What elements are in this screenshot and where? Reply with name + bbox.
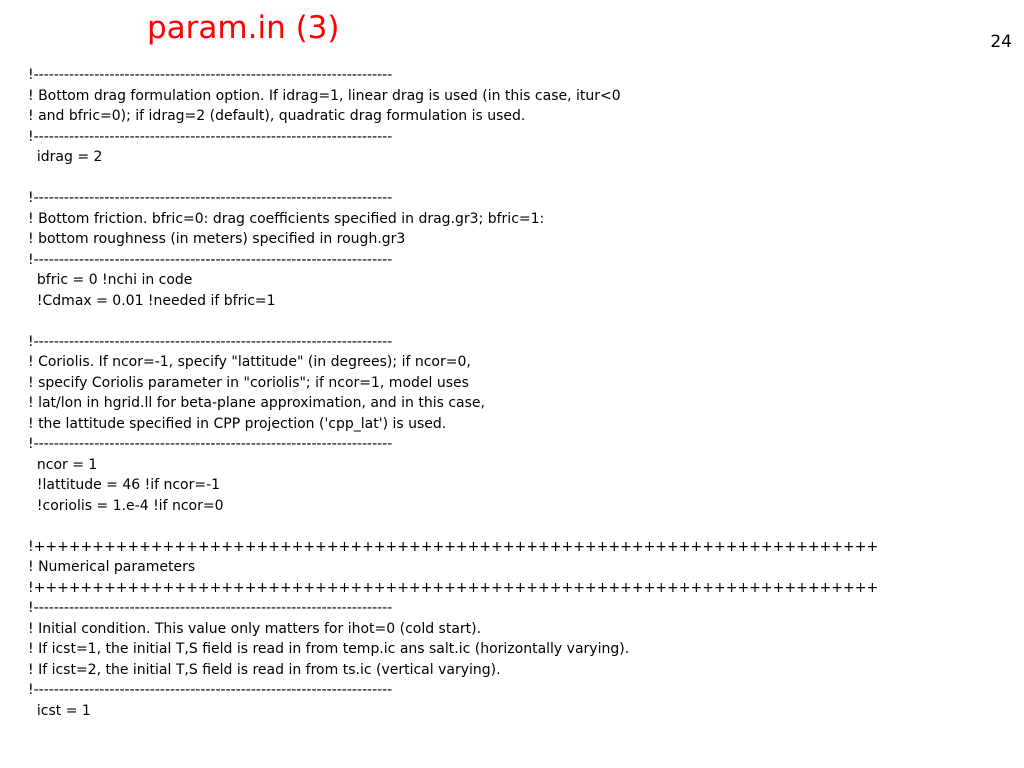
code-line: !-----------------------------------------------------------------------: [28, 600, 393, 616]
code-line: ! If icst=2, the initial T,S field is read in from ts.ic (vertical varying).: [28, 661, 501, 678]
code-line: idrag = 2: [28, 149, 103, 165]
code-line: !-----------------------------------------------------------------------: [28, 333, 393, 350]
page-number: 24: [990, 32, 1012, 52]
code-line: !-----------------------------------------------------------------------: [28, 251, 393, 268]
code-line: !coriolis = 1.e-4 !if ncor=0: [28, 497, 224, 514]
code-line: !++++++++++++++++++++++++++++++++++++++++++++++++++++++++++++++++++++++++: [28, 538, 879, 555]
code-line: ! Bottom drag formulation option. If idrag=1, linear drag is used (in this case, itur<0: [28, 87, 621, 104]
code-line: !-----------------------------------------------------------------------: [28, 190, 393, 206]
slide-title: param.in (3): [147, 10, 340, 46]
code-line: !-----------------------------------------------------------------------: [28, 436, 393, 452]
code-line: !-----------------------------------------------------------------------: [28, 682, 393, 698]
code-line: ncor = 1: [28, 456, 98, 473]
code-line: icst = 1: [28, 702, 91, 719]
code-line: ! lat/lon in hgrid.ll for beta-plane approximation, and in this case,: [28, 395, 485, 411]
code-line: ! the lattitude specified in CPP projection ('cpp_lat') is used.: [28, 415, 447, 432]
code-line: [28, 168, 1008, 189]
code-line: [28, 516, 1008, 537]
code-line: ! Initial condition. This value only matters for ihot=0 (cold start).: [28, 620, 482, 637]
code-line: ! Coriolis. If ncor=-1, specify "lattitude" (in degrees); if ncor=0,: [28, 354, 471, 370]
code-line: ! Numerical parameters: [28, 559, 196, 575]
code-line: !++++++++++++++++++++++++++++++++++++++++++++++++++++++++++++++++++++++++: [28, 579, 879, 596]
code-line: bfric = 0 !nchi in code: [28, 272, 193, 288]
code-line: !-----------------------------------------------------------------------: [28, 67, 393, 83]
code-line: ! specify Coriolis parameter in "coriolis"; if ncor=1, model uses: [28, 374, 469, 391]
code-listing: [28, 65, 1008, 721]
code-line: ! If icst=1, the initial T,S field is read in from temp.ic ans salt.ic (horizontally varying).: [28, 641, 630, 657]
code-line: !Cdmax = 0.01 !needed if bfric=1: [28, 292, 276, 309]
code-line: [28, 311, 1008, 332]
code-line: !lattitude = 46 !if ncor=-1: [28, 477, 221, 493]
code-line: ! bottom roughness (in meters) specified in rough.gr3: [28, 231, 406, 247]
code-line: !-----------------------------------------------------------------------: [28, 128, 393, 145]
code-line: ! Bottom friction. bfric=0: drag coefficients specified in drag.gr3; bfric=1:: [28, 210, 545, 227]
code-line: ! and bfric=0); if idrag=2 (default), quadratic drag formulation is used.: [28, 108, 526, 124]
